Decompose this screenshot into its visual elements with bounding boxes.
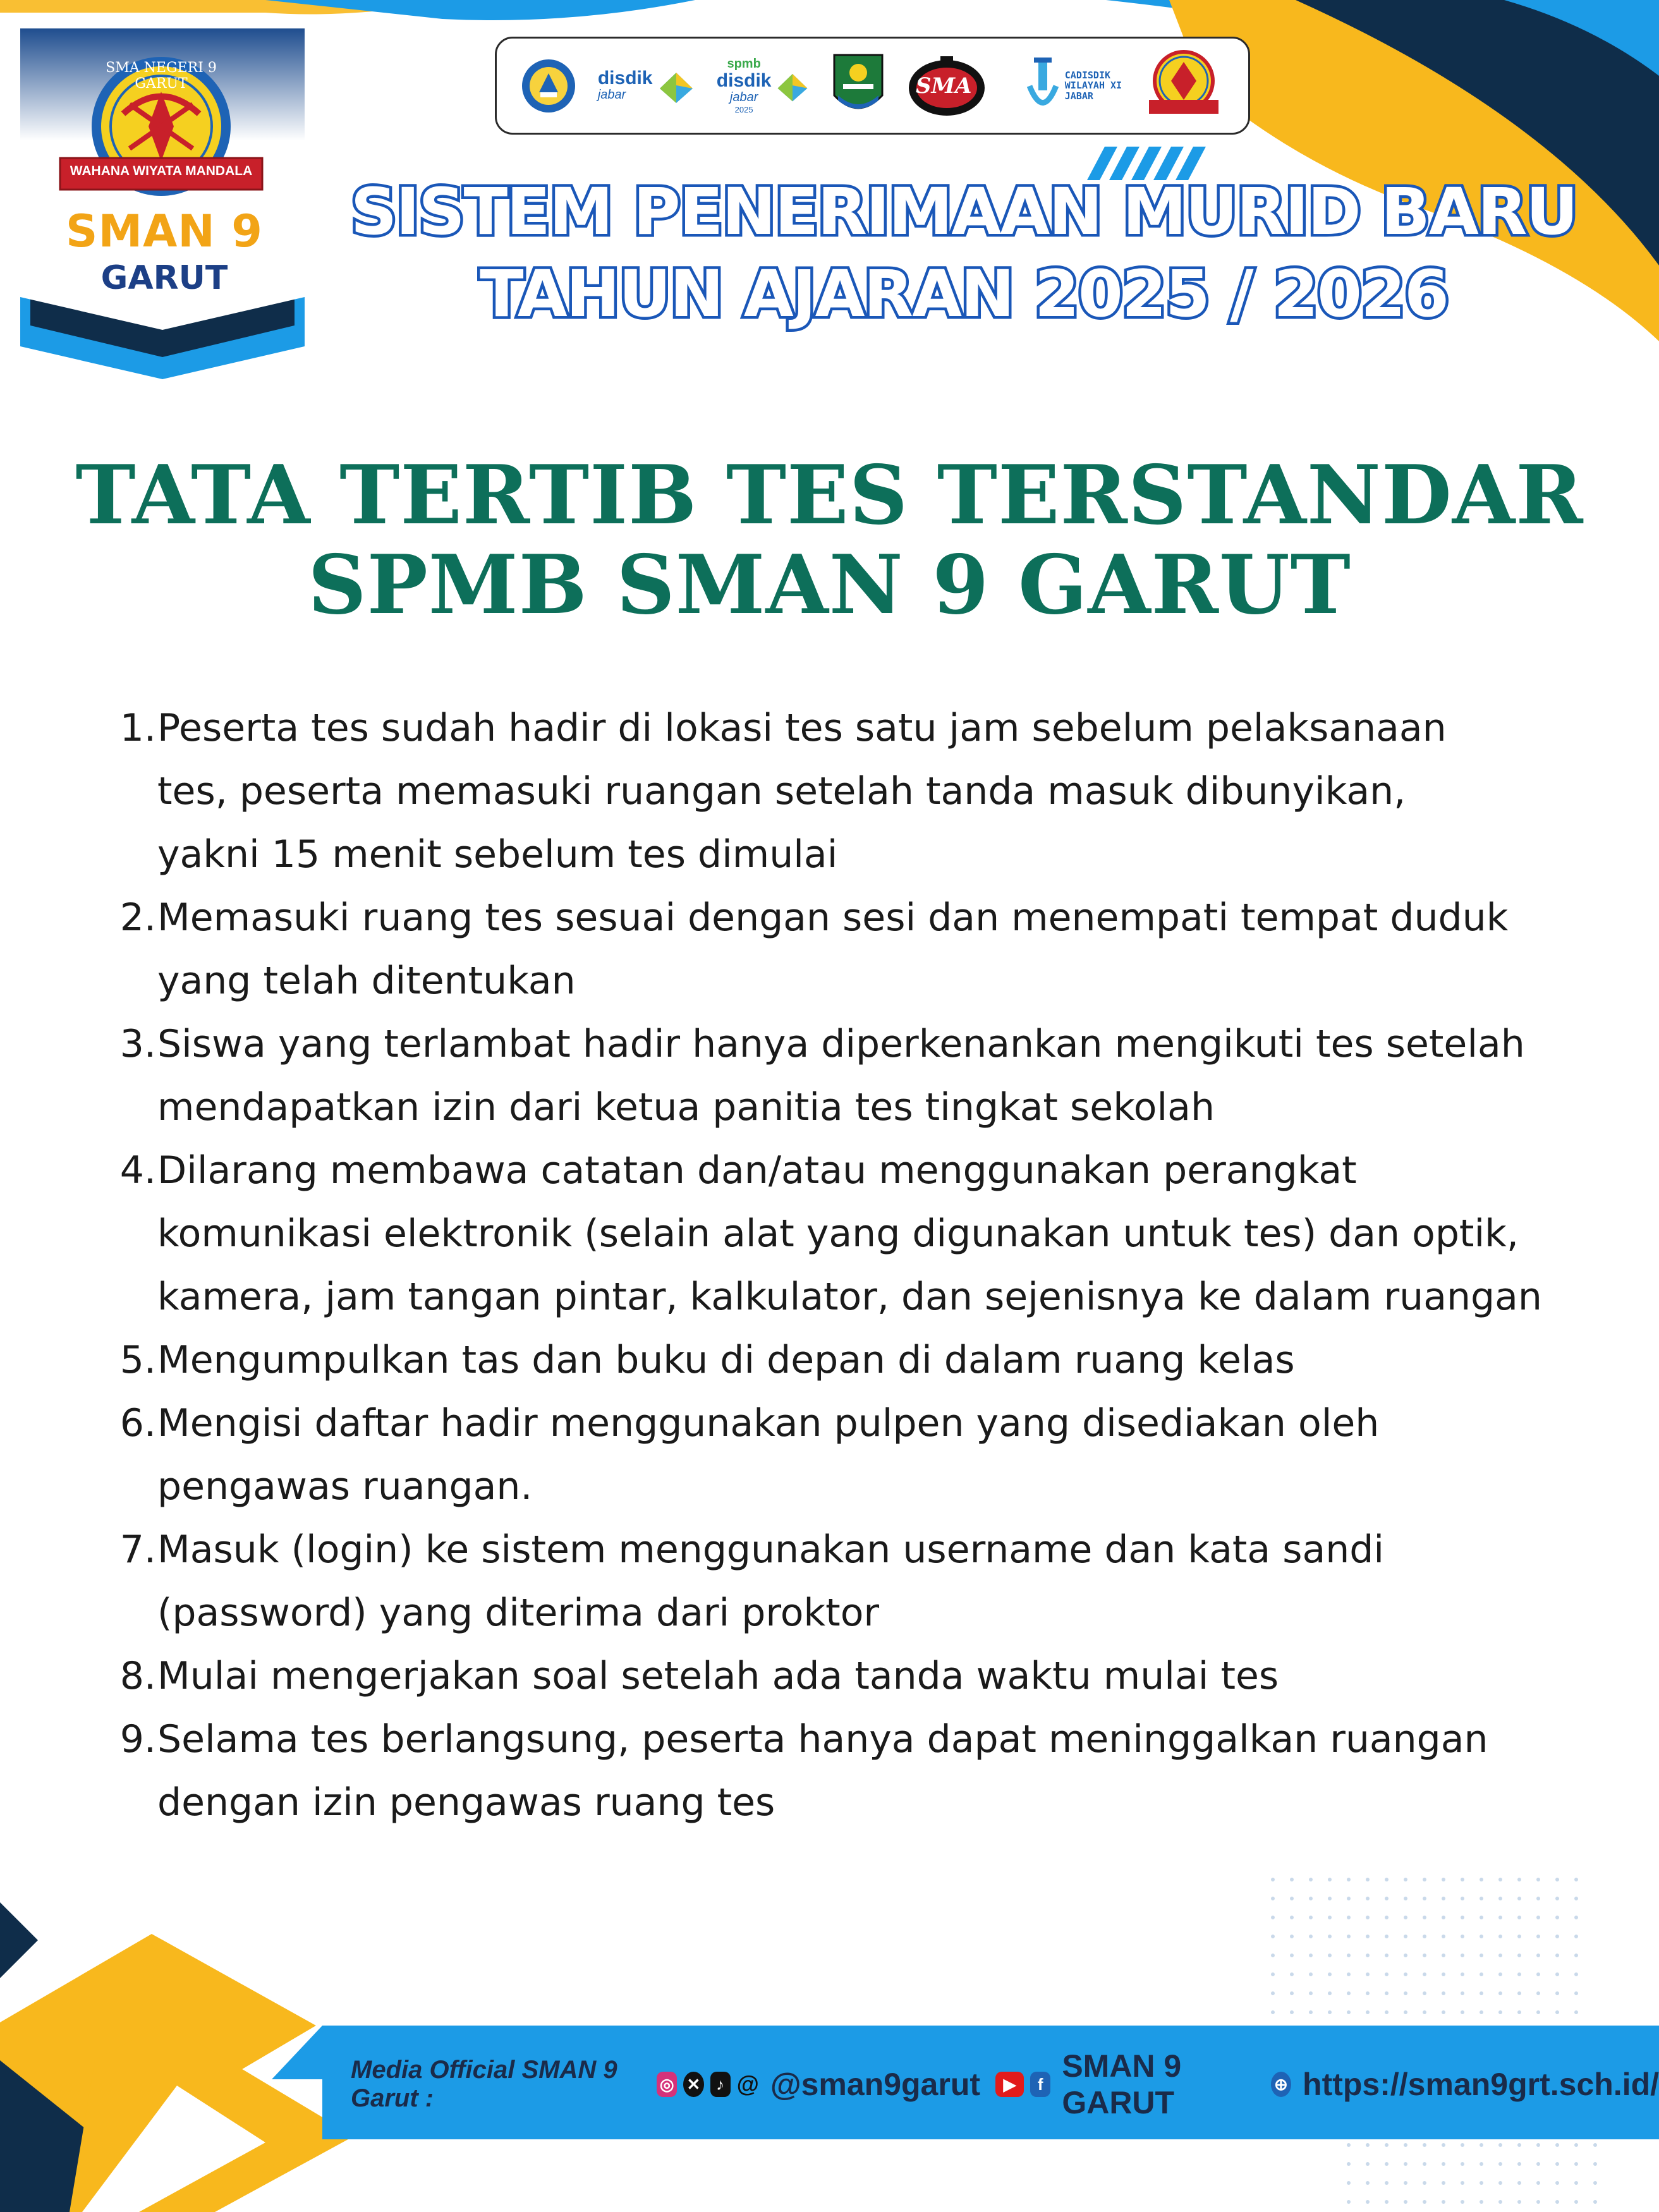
rule-text-line: Selama tes berlangsung, peserta hanya dapat meninggalkan ruangan (157, 1717, 1488, 1761)
rule-number: 6. (119, 1401, 156, 1445)
spmb-logo-year: 2025 (734, 105, 753, 114)
rule-number: 2. (119, 896, 156, 940)
spmb-logo-mid: disdik (716, 70, 772, 91)
rules-list (111, 696, 1602, 1834)
rule-text-line: yang telah ditentukan (157, 959, 576, 1003)
sma-logo-text: SMA (915, 73, 972, 99)
main-title-line2: SPMB SMAN 9 GARUT (308, 538, 1351, 633)
rule-text (156, 1012, 1602, 1139)
disdik-logo-text: disdik (597, 68, 653, 88)
rule-number: 5. (119, 1338, 156, 1382)
rule-text (156, 886, 1602, 1012)
rule-item (111, 1012, 1602, 1139)
rule-item (111, 1328, 1602, 1392)
badge-school-name: SMAN 9 (66, 205, 263, 257)
rule-text (156, 1518, 1602, 1644)
badge-city: GARUT (100, 259, 228, 297)
rule-text (156, 696, 1602, 886)
sman9-small-logo (1143, 48, 1225, 124)
footer-handle[interactable]: @sman9garut (770, 2067, 981, 2102)
rule-item (111, 1708, 1602, 1834)
rule-text-line: mendapatkan izin dari ketua panitia tes tingkat sekolah (157, 1085, 1215, 1129)
cadisdik-line1: CADISDIK (1064, 69, 1111, 81)
youtube-icon[interactable]: ▶ (995, 2072, 1024, 2097)
header-title-line1: SISTEM PENERIMAAN MURID BARU (350, 174, 1577, 250)
rule-text-line: yakni 15 menit sebelum tes dimulai (157, 832, 838, 877)
x-icon[interactable]: ✕ (683, 2072, 703, 2097)
rule-text (156, 1644, 1602, 1708)
seal-top-text: SMA NEGERI 9 GARUT (106, 60, 217, 92)
spmb-book-icon (775, 68, 810, 104)
globe-icon: ⊕ (1271, 2072, 1291, 2097)
cadisdik-line2: WILAYAH XI (1064, 80, 1122, 92)
kemendikbud-logo (520, 58, 577, 114)
rule-item (111, 1139, 1602, 1328)
spmb-logo-sub: jabar (729, 90, 758, 104)
header-title-line2: TAHUN AJARAN 2025 / 2026 (480, 257, 1448, 332)
tut-wuri-emblem-icon (520, 58, 577, 114)
footer-school-name[interactable]: SMAN 9 GARUT (1062, 2048, 1182, 2120)
rule-number: 7. (119, 1528, 156, 1572)
rule-text-line: Mengisi daftar hadir menggunakan pulpen yang disediakan oleh (157, 1401, 1380, 1445)
rule-text (156, 1392, 1602, 1518)
rule-text-line: Mulai mengerjakan soal setelah ada tanda waktu mulai tes (157, 1654, 1279, 1698)
rule-item (111, 696, 1602, 886)
rule-number: 4. (119, 1148, 156, 1193)
rule-text-line: tes, peserta memasuki ruangan setelah tanda masuk dibunyikan, (157, 769, 1406, 813)
facebook-icon[interactable]: f (1030, 2072, 1050, 2097)
sman9-seal-icon (1143, 48, 1225, 124)
disdik-logo-sub: jabar (597, 88, 626, 102)
footer-label: Media Official SMAN 9 Garut : (351, 2056, 617, 2112)
tiktok-icon[interactable]: ♪ (710, 2072, 731, 2097)
disdik-jabar-logo (598, 66, 696, 106)
rule-text (156, 1139, 1602, 1328)
rule-number: 9. (119, 1717, 156, 1761)
rule-text-line: Masuk (login) ke sistem menggunakan username dan kata sandi (157, 1528, 1385, 1572)
cadisdik-tower-icon (1024, 51, 1061, 121)
rule-text-line: komunikasi elektronik (selain alat yang digunakan untuk tes) dan optik, (157, 1212, 1519, 1256)
main-title-line1: TATA TERTIB TES TERSTANDAR (75, 448, 1584, 543)
rule-text-line: Memasuki ruang tes sesuai dengan sesi dan menempati tempat duduk (157, 896, 1509, 940)
rule-text-line: Dilarang membawa catatan dan/atau menggunakan perangkat (157, 1148, 1357, 1193)
rule-number: 1. (119, 706, 156, 750)
spmb-disdik-jabar-logo (717, 57, 811, 114)
school-seal (54, 54, 269, 205)
rule-text-line: dengan izin pengawas ruang tes (157, 1780, 775, 1825)
rule-item (111, 886, 1602, 1012)
jabar-shield-icon (832, 51, 885, 121)
disdik-book-icon (657, 66, 696, 106)
rule-number: 3. (119, 1022, 156, 1066)
seal-ribbon-text: WAHANA WIYATA MANDALA (70, 164, 253, 178)
partner-logos-strip (495, 37, 1250, 135)
cadisdik-line3: JABAR (1064, 90, 1093, 102)
rule-item (111, 1392, 1602, 1518)
rule-text-line: Siswa yang terlambat hadir hanya diperkenankan mengikuti tes setelah (157, 1022, 1525, 1066)
instagram-icon[interactable]: ◎ (657, 2072, 677, 2097)
rule-text-line: Peserta tes sudah hadir di lokasi tes satu jam sebelum pelaksanaan (157, 706, 1447, 750)
footer-social-bar (351, 2048, 1659, 2120)
rule-text (156, 1708, 1602, 1834)
spmb-logo-top: spmb (727, 57, 761, 71)
rule-number: 8. (119, 1654, 156, 1698)
jabar-province-logo (832, 51, 885, 121)
rule-item (111, 1644, 1602, 1708)
rule-text-line: Mengumpulkan tas dan buku di depan di dalam ruang kelas (157, 1338, 1295, 1382)
rule-text-line: (password) yang diterima dari proktor (157, 1591, 880, 1635)
rule-text-line: kamera, jam tangan pintar, kalkulator, dan sejenisnya ke dalam ruangan (157, 1275, 1542, 1319)
rule-item (111, 1518, 1602, 1644)
cadisdik-logo (1024, 51, 1122, 121)
rule-text-line: pengawas ruangan. (157, 1464, 533, 1509)
threads-icon[interactable]: @ (736, 2071, 759, 2097)
footer-url[interactable]: https://sman9grt.sch.id/ (1303, 2067, 1659, 2102)
rule-text (156, 1328, 1602, 1392)
